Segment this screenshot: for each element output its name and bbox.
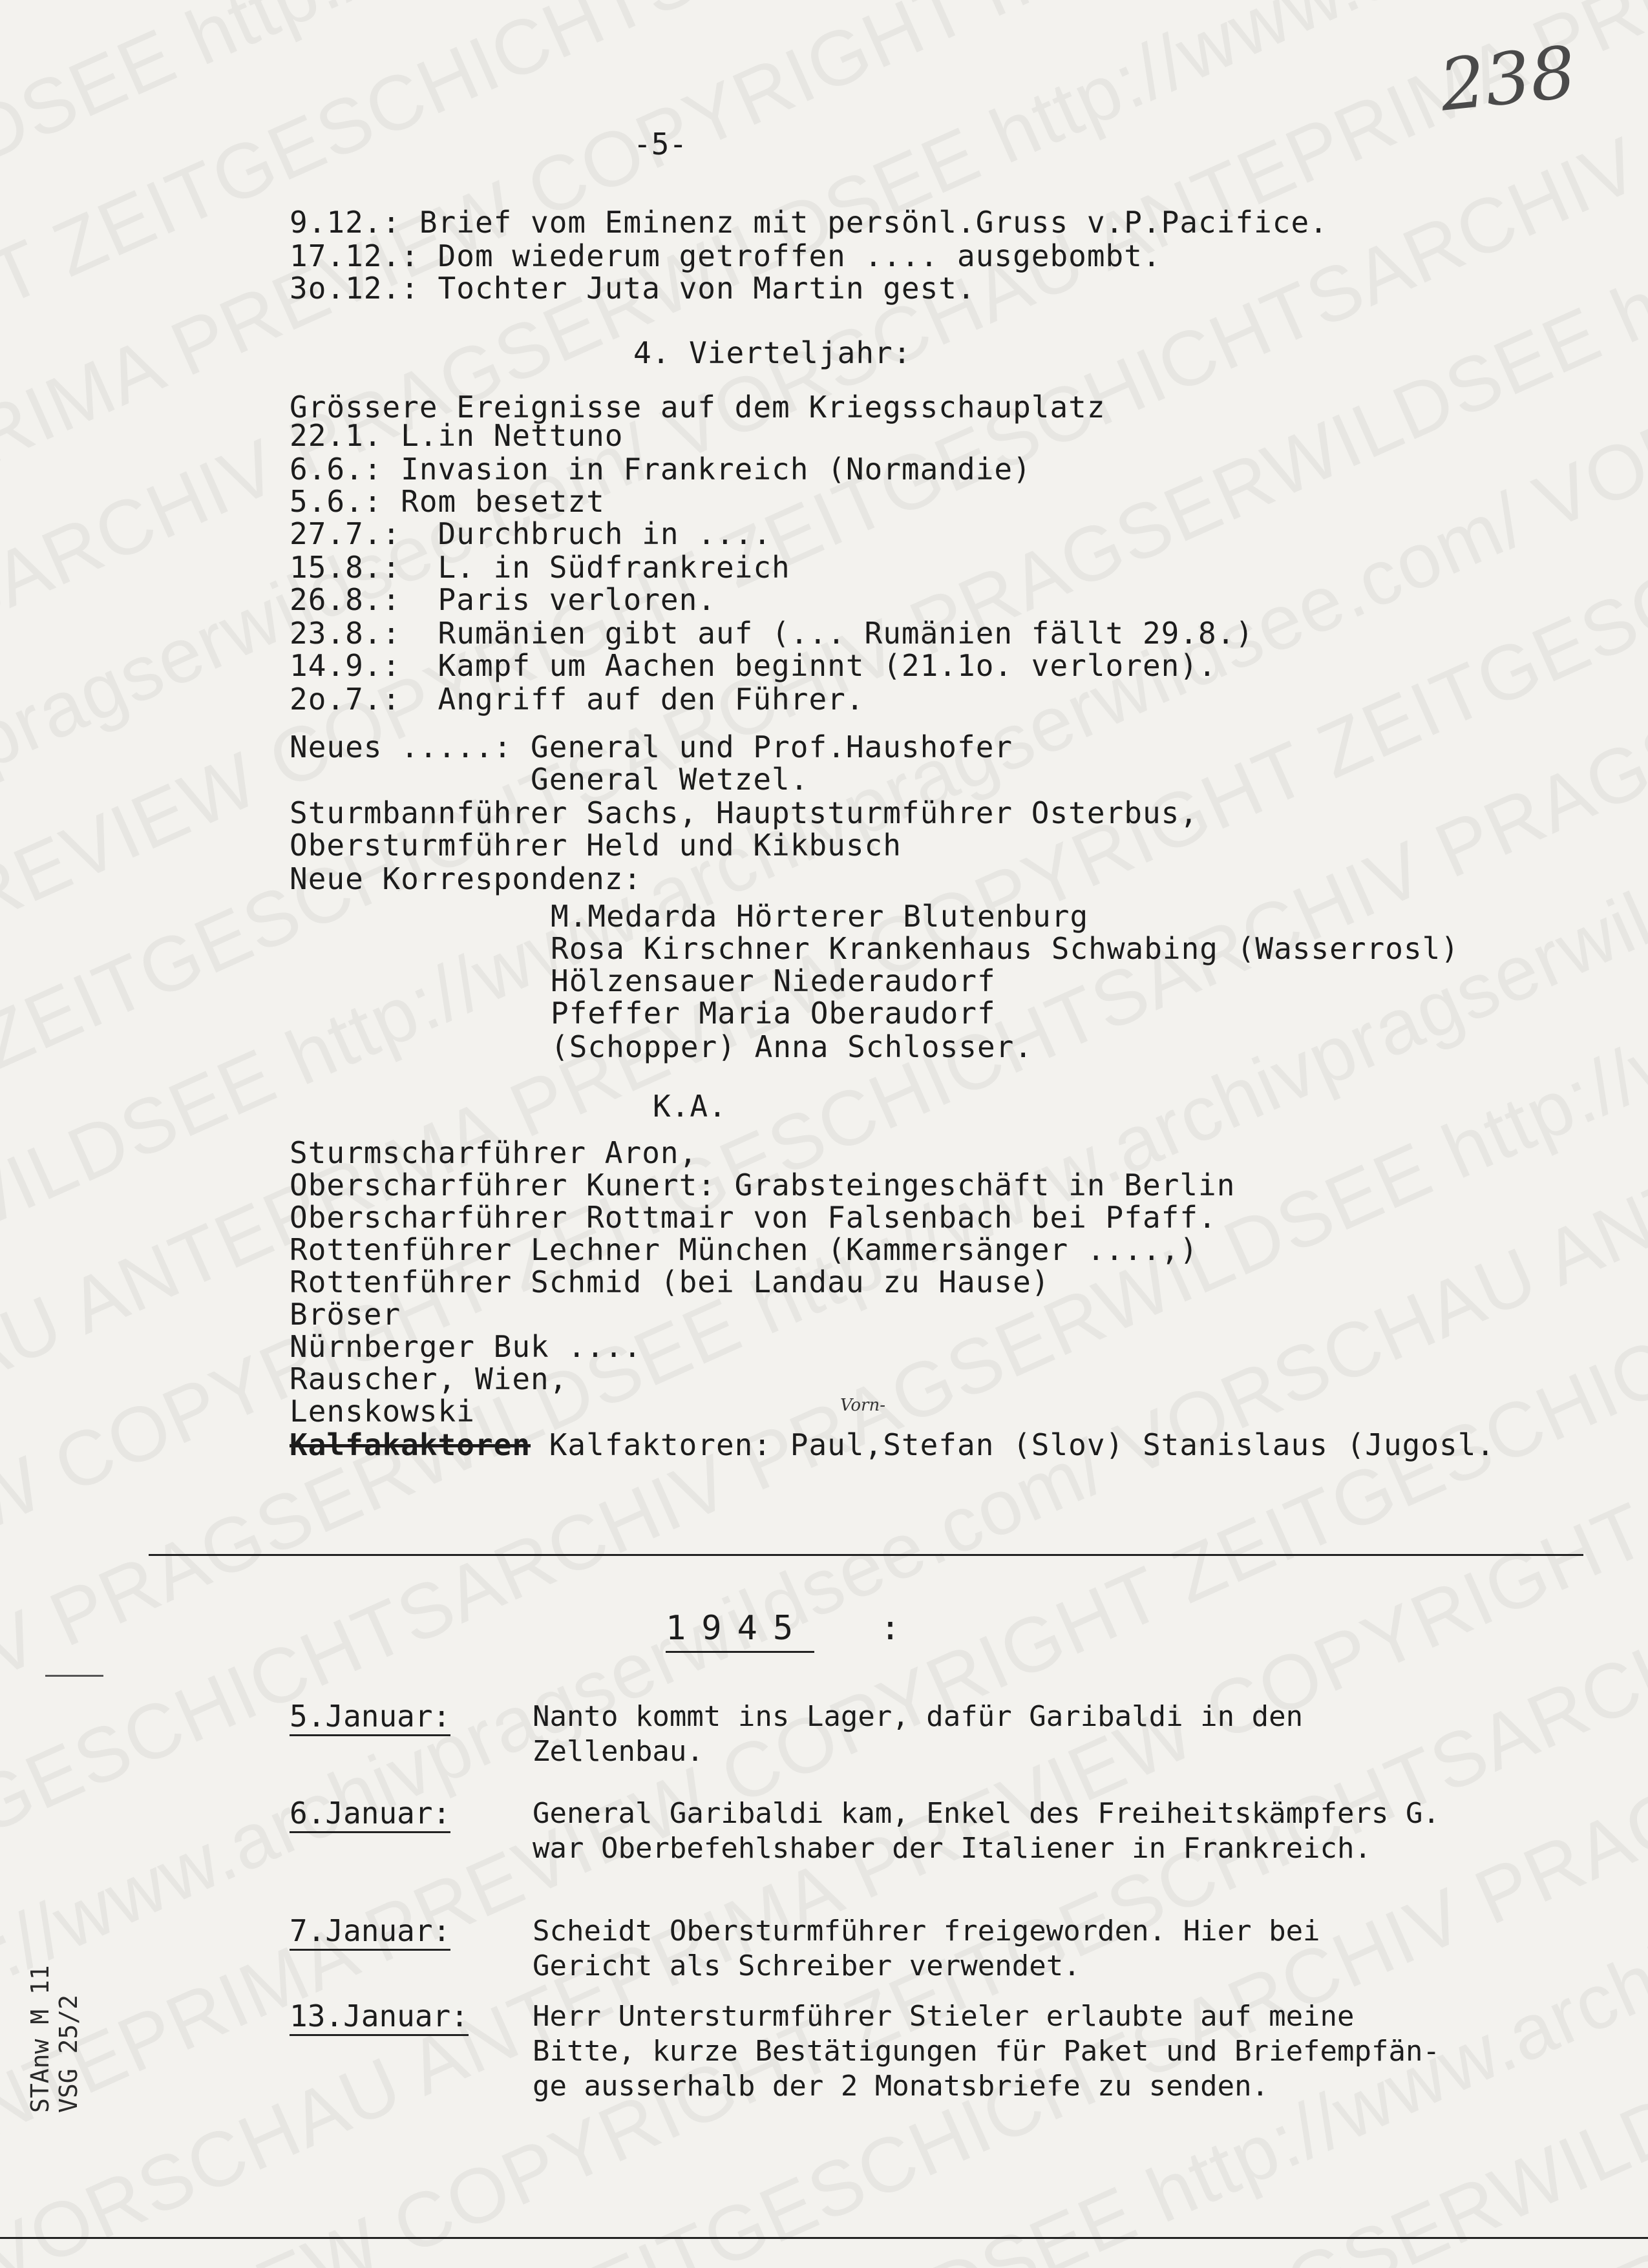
watermark-line: ZEITGESCHICHTSARCHIV PRAGSERWILDSEE http://www.archivpragserwildsee.com/ [0,820,1648,1946]
war-event: 27.7.: Durchbruch in .... [290,517,772,551]
entry-date: 13.Januar: [290,1999,469,2036]
kalfaktor-text: Kalfaktoren: Paul,Stefan (Slov) Stanislaus (Jugosl. [531,1427,1495,1462]
watermark-line: ANTEPRIMA PREVIEW COPYRIGHT ZEITGESCHICHTSARCHIV [0,1074,1648,2200]
ka-line: Rottenführer Lechner München (Kammersänger ....,) [290,1233,1198,1266]
watermark-line: VORSCHAU ANTEPRIMA PREVIEW COPYRIGHT ZEITGESCHICHTSARCHIV [0,1201,1648,2268]
entry-text: General Garibaldi kam, Enkel des Freiheitskämpfers G. war Oberbefehlshaber der Italiener in Frankreich. [533,1796,1579,1866]
neues-line: Sturmbannführer Sachs, Hauptsturmführer Osterbus, [290,796,1198,830]
watermark-line: VORSCHAU [240,1836,1648,2268]
ka-line: Bröser [290,1297,401,1331]
neues-line: General Wetzel. [290,762,808,796]
ka-line: Sturmscharführer Aron, [290,1136,697,1170]
correspondence-item: Rosa Kirschner Krankenhaus Schwabing (Wasserrosl) [551,932,1459,965]
war-event: 6.6.: Invasion in Frankreich (Normandie) [290,452,1031,486]
neues-line: Obersturmführer Held und Kikbusch [290,828,902,862]
watermark-line: http://www.archivpragserwildsee.com/ [127,1582,1648,2268]
ka-line: Rottenführer Schmid (bei Landau zu Hause) [290,1265,1050,1299]
neues-line: Neues .....: General und Prof.Haushofer [290,730,1013,764]
ka-line: Nürnberger Buk .... [290,1330,642,1363]
ka-heading: K.A. [653,1089,727,1123]
year-heading: 1945 : [666,1609,916,1648]
entry-text: Nanto kommt ins Lager, dafür Garibaldi in den Zellenbau. [533,1699,1579,1769]
watermark-line: VORSCHAU ANTEPRIMA PREVIEW COPYRIGHT ZEITGESCHICHTSARCHIV [0,439,1648,1565]
archive-stamp: STAnw M 11 VSG 25/2 [26,1965,83,2113]
top-entry: 9.12.: Brief vom Eminenz mit persönl.Gruss v.P.Pacifice. [290,205,1328,239]
neues-line: Neue Korrespondenz: [290,862,642,896]
war-event: 5.6.: Rom besetzt [290,485,605,518]
ka-line: Oberscharführer Kunert: Grabsteingeschäft in Berlin [290,1168,1235,1202]
war-event: 22.1. L.in Nettuno [290,419,624,452]
correspondence-item: (Schopper) Anna Schlosser. [551,1030,1033,1064]
war-event: 23.8.: Rumänien gibt auf (... Rumänien fällt 29.8.) [290,616,1254,650]
correspondence-item: M.Medarda Hörterer Blutenburg [551,899,1088,933]
handwritten-annotation: Vorn- [840,1396,885,1415]
watermark-line: COPYRIGHT ZEITGESCHICHTSARCHIV [14,1328,1648,2268]
entry-date: 6.Januar: [290,1796,450,1833]
struck-word: Kalfakaktoren [290,1427,531,1462]
watermark-line: PRAGSERWILDSEE [184,1708,1648,2268]
watermark-line: PRAGSERWILDSEE http://www.archivpragserwildsee.com/ VORSCHAU [0,313,1648,1438]
war-event: 15.8.: L. in Südfrankreich [290,551,790,584]
watermark-line: ARCHIV PRAGSERWILDSEE http://www.archivpragserwildsee.com/ [0,693,1648,1819]
entry-date: 7.Januar: [290,1914,450,1951]
watermark-line: http://www.archivpragserwildsee.com/ VORSCHAU ANTEPRIMA [0,947,1648,2073]
watermark-line: ZEITGESCHICHTSARCHIV PRAGSERWILDSEE [70,1454,1648,2268]
war-heading: Grössere Ereignisse auf dem Kriegsschauplatz [290,390,1106,424]
watermark-line: ZEITGESCHICHTSARCHIV PRAGSERWILDSEE http://www.archivpragserwildsee.com/ [0,185,1648,1311]
quarter-heading: 4. Vierteljahr: [633,336,911,370]
ka-line: Oberscharführer Rottmair von Falsenbach bei Pfaff. [290,1201,1217,1234]
correspondence-item: Pfeffer Maria Oberaudorf [551,996,996,1030]
entry-text: Herr Untersturmführer Stieler erlaubte auf meine Bitte, kurze Bestätigungen für Paket und Briefempfän- ge ausserhalb der 2 Monatsbriefe zu senden. [533,1999,1579,2104]
entry-text: Scheidt Obersturmführer freigeworden. Hier bei Gericht als Schreiber verwendet. [533,1914,1579,1984]
ka-line: Lenskowski [290,1394,475,1428]
watermark-line: PREVIEW COPYRIGHT ZEITGESCHICHTSARCHIV PRAGSERWILDSEE [0,566,1648,1692]
war-event: 26.8.: Paris verloren. [290,583,716,616]
page-number: -5- [633,127,687,162]
war-event: 14.9.: Kampf um Aachen beginnt (21.1o. verloren). [290,649,1217,682]
top-entry: 17.12.: Dom wiederum getroffen .... ausgebombt. [290,239,1161,273]
war-event: 2o.7.: Angriff auf den Führer. [290,682,865,716]
entry-date: 5.Januar: [290,1699,450,1736]
ka-line: Rauscher, Wien, [290,1362,567,1396]
watermark-line: PREVIEW COPYRIGHT ZEITGESCHICHTSARCHIV [0,59,1648,1184]
correspondence-item: Hölzensauer Niederaudorf [551,964,996,998]
handwritten-page-mark: 238 [1436,30,1579,127]
top-entry: 3o.12.: Tochter Juta von Martin gest. [290,271,976,305]
